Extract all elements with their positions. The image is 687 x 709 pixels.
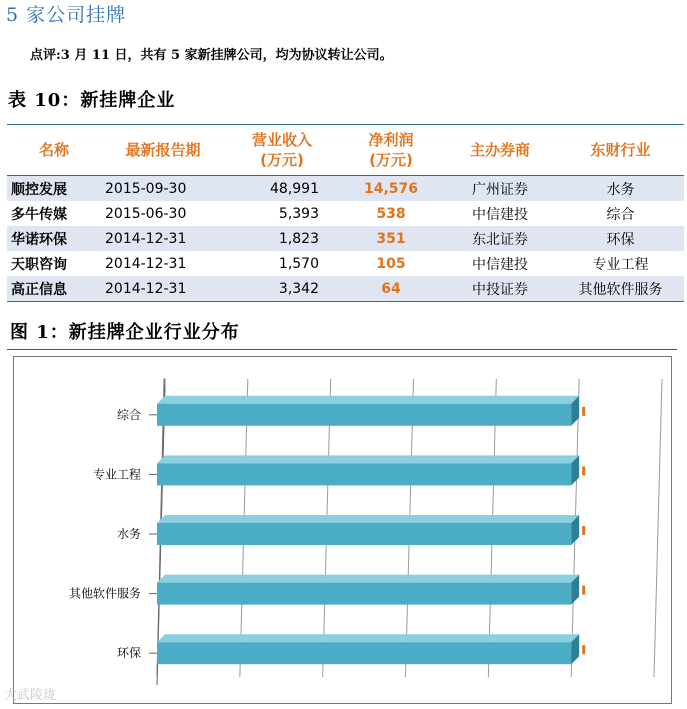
bar [157,404,571,426]
category-label: 综合 [116,407,141,422]
header-profit [339,125,443,176]
category-label: 环保 [116,646,141,661]
category-label: 其他软件服务 [68,586,141,601]
company-name: 多牛传媒 [11,206,67,223]
header-industry-label: 东财行业 [590,141,651,159]
header-profit-unit: (万元) [369,151,413,169]
industry-cell: 专业工程 [592,256,649,273]
new-listings-table [7,124,684,302]
company-name: 华诺环保 [11,231,67,248]
bar [157,583,571,605]
report-period: 2014-12-31 [105,230,187,247]
bar [157,523,571,545]
data-label-mark [582,645,585,654]
header-industry [557,125,684,176]
broker-cell: 中投证券 [472,281,528,298]
data-label-mark [582,407,585,416]
bar-top-face [157,575,579,583]
data-label-mark [582,586,585,595]
industry-cell: 环保 [606,231,635,248]
category-label: 专业工程 [92,467,141,482]
table-row [7,176,684,202]
revenue-cell: 48,991 [270,180,319,197]
table-row [7,276,684,302]
revenue-cell: 5,393 [278,205,319,222]
header-name-label: 名称 [38,141,69,159]
header-revenue-unit: (万元) [260,151,304,169]
watermark-text: 大武陵珑 [4,688,57,703]
broker-cell: 中信建投 [472,256,528,273]
industry-cell: 综合 [606,206,635,223]
header-broker [443,125,557,176]
header-period-label: 最新报告期 [125,141,201,159]
bar [157,463,571,485]
figure-title: 图 1：新挂牌企业行业分布 [10,322,240,343]
bar-top-face [157,396,579,404]
company-name: 高正信息 [11,281,67,298]
gridline [654,379,662,677]
table-title: 表 10：新挂牌企业 [8,90,176,111]
header-period [101,125,225,176]
figure-divider [7,349,677,350]
table-row [7,201,684,226]
category-label: 水务 [116,527,141,541]
header-revenue-label: 营业收入 [251,131,312,149]
report-period: 2014-12-31 [105,280,187,297]
revenue-cell: 1,570 [278,255,319,272]
table-header-row [7,125,684,176]
industry-cell: 水务 [606,181,635,198]
section-title: 5 家公司挂牌 [6,4,127,26]
broker-cell: 中信建投 [472,206,528,223]
company-name: 顺控发展 [11,181,67,198]
table-row [7,251,684,276]
profit-cell: 105 [376,255,406,272]
header-name [7,125,101,176]
report-period: 2015-09-30 [105,180,187,197]
bar-top-face [157,634,579,642]
revenue-cell: 3,342 [278,280,319,297]
report-period: 2015-06-30 [105,205,187,222]
header-profit-label: 净利润 [368,131,414,149]
profit-cell: 351 [376,230,406,247]
profit-cell: 14,576 [363,180,419,197]
chart-canvas [14,357,671,703]
revenue-cell: 1,823 [278,230,319,247]
profit-cell: 64 [381,280,401,297]
bar [157,642,571,664]
bar-top-face [157,455,579,463]
header-broker-label: 主办券商 [469,141,530,159]
broker-cell: 广州证券 [472,181,528,198]
data-label-mark [582,466,585,475]
industry-bar-chart [13,356,672,704]
profit-cell: 538 [376,205,406,222]
header-revenue [225,125,339,176]
report-period: 2014-12-31 [105,255,187,272]
industry-cell: 其他软件服务 [578,281,663,298]
comment-text: 点评:3 月 11 日，共有 5 家新挂牌公司，均为协议转让公司。 [30,48,393,63]
data-label-mark [582,526,585,535]
broker-cell: 东北证券 [472,231,528,248]
table-row [7,226,684,251]
bar-top-face [157,515,579,523]
company-name: 天职咨询 [11,256,67,273]
